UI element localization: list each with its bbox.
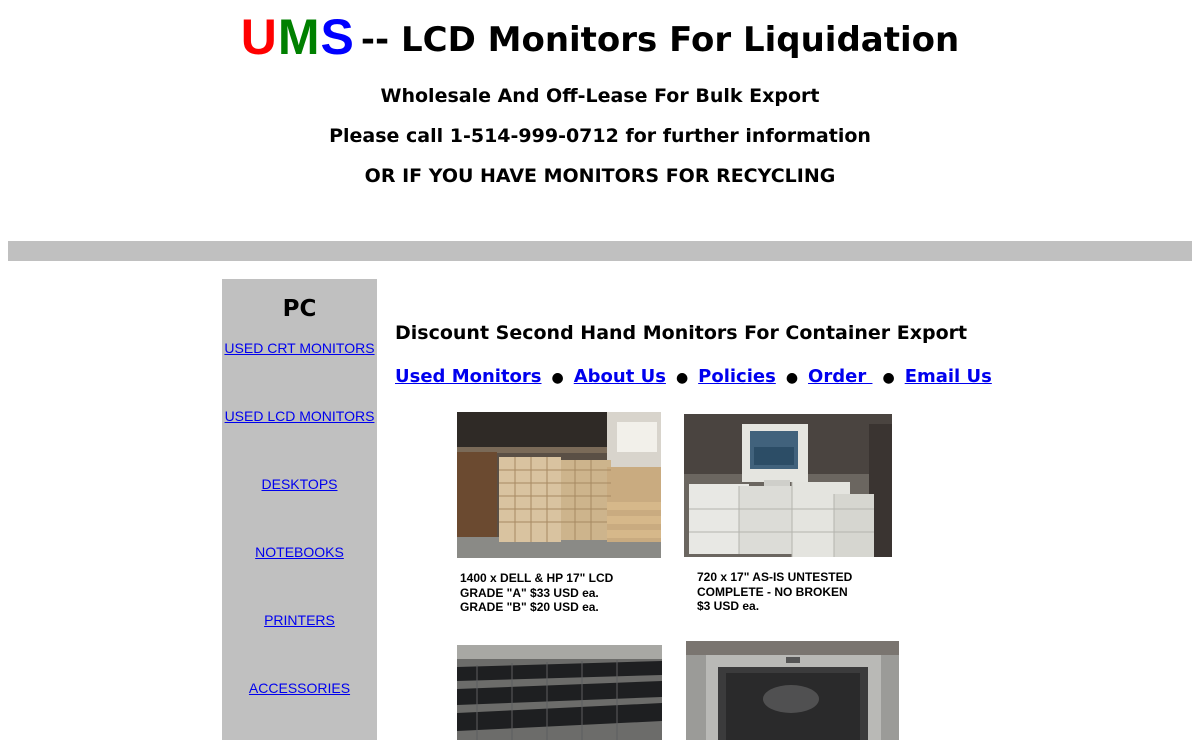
divider-bar: [8, 241, 1192, 261]
nav-email-us[interactable]: Email Us: [904, 366, 992, 387]
product-photo-crt-stack[interactable]: [684, 414, 892, 557]
sidebar: [222, 279, 377, 740]
sidebar-link-accessories[interactable]: ACCESSORIES: [248, 680, 351, 696]
sidebar-link-desktops[interactable]: DESKTOPS: [261, 476, 338, 492]
phone-line: Please call 1-514-999-0712 for further information: [329, 125, 871, 147]
nav-policies[interactable]: Policies: [698, 366, 776, 387]
product-caption-2: 720 x 17" AS-IS UNTESTED COMPLETE - NO BROKEN $3 USD ea.: [697, 570, 853, 613]
title-text: -- LCD Monitors For Liquidation: [360, 20, 960, 60]
product-caption-1: 1400 x DELL & HP 17" LCD GRADE "A" $33 USD ea. GRADE "B" $20 USD ea.: [460, 571, 614, 614]
recycling-line: OR IF YOU HAVE MONITORS FOR RECYCLING: [364, 165, 836, 187]
sidebar-link-used-lcd-monitors[interactable]: USED LCD MONITORS: [224, 408, 375, 424]
nav-separator: ●: [675, 370, 689, 386]
sidebar-link-notebooks[interactable]: NOTEBOOKS: [255, 544, 344, 560]
product-photo-lcd-pallets[interactable]: [457, 412, 661, 558]
sidebar-link-printers[interactable]: PRINTERS: [264, 612, 335, 628]
product-photo-crt-front[interactable]: [686, 641, 899, 740]
tagline: Wholesale And Off-Lease For Bulk Export: [380, 85, 820, 107]
ums-logo: UMS: [240, 9, 355, 65]
product-photo-lcd-rows[interactable]: [457, 645, 662, 740]
sidebar-title: PC: [282, 296, 317, 322]
nav-separator: ●: [551, 370, 564, 386]
main-heading: Discount Second Hand Monitors For Container Export: [395, 322, 968, 344]
nav-separator: ●: [785, 370, 799, 386]
nav-used-monitors[interactable]: Used Monitors: [395, 366, 542, 387]
nav-order[interactable]: Order: [808, 366, 873, 387]
nav-separator: ●: [882, 370, 895, 386]
sidebar-link-used-crt-monitors[interactable]: USED CRT MONITORS: [224, 340, 375, 356]
page-title: [0, 8, 1200, 66]
nav-about-us[interactable]: About Us: [573, 366, 666, 387]
top-nav: [395, 366, 992, 387]
